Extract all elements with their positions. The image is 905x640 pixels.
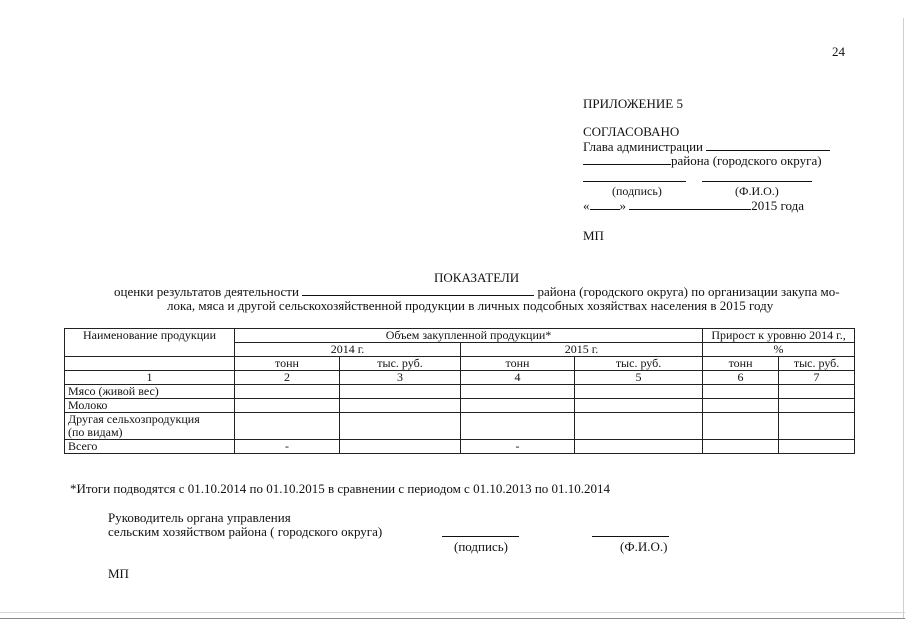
document-title: ПОКАЗАТЕЛИ [434, 270, 520, 285]
column-number-row [65, 371, 855, 385]
cell [779, 399, 855, 413]
district-line [583, 153, 822, 169]
head-of-admin-blank [706, 139, 830, 151]
cell: - [461, 440, 575, 454]
row-label-line1: Другая сельхозпродукция [68, 412, 200, 426]
approved-signature-caption: (подпись) [612, 184, 662, 198]
header-growth-percent: % [703, 343, 855, 357]
cell [340, 385, 461, 399]
row-label-line2: (по видам) [68, 425, 123, 439]
signoff-stamp: МП [108, 566, 129, 581]
page-edge [903, 18, 904, 618]
date-close-quote: » [619, 198, 626, 213]
heading-line-2: лока, мяса и другой сельскохозяйственной продукции в личных подсобных хозяйствах населения в 2015 году [167, 298, 774, 313]
approved-date-line [583, 198, 804, 214]
cell [340, 413, 461, 440]
cell [575, 440, 703, 454]
month-blank [629, 198, 751, 210]
cell [340, 440, 461, 454]
header-growth-tons: тонн [703, 357, 779, 371]
cell [461, 399, 575, 413]
header-2014-tons: тонн [235, 357, 340, 371]
cell [703, 399, 779, 413]
col-number: 7 [779, 371, 855, 385]
cell [461, 413, 575, 440]
table-row-other [65, 413, 855, 440]
col-number: 2 [235, 371, 340, 385]
year-label: 2015 года [751, 198, 805, 213]
signoff-line-1: Руководитель органа управления [108, 510, 291, 525]
cell [779, 413, 855, 440]
header-volume: Объем закупленной продукции* [235, 329, 703, 343]
footnote: *Итоги подводятся с 01.10.2014 по 01.10.2015 в сравнении с периодом с 01.10.2013 по 01.10.2014 [70, 481, 611, 496]
heading-line-1-start: оценки результатов деятельности [114, 284, 299, 299]
district-blank [583, 153, 671, 165]
cell [235, 399, 340, 413]
header-growth-line1: Прирост к уровню 2014 г., [711, 328, 846, 342]
cell [340, 399, 461, 413]
appendix-label: ПРИЛОЖЕНИЕ 5 [583, 96, 683, 111]
cell [575, 413, 703, 440]
cell [461, 385, 575, 399]
col-number: 5 [575, 371, 703, 385]
cell [575, 385, 703, 399]
date-open-quote: « [583, 198, 590, 213]
cell [779, 385, 855, 399]
header-year-2015: 2015 г. [461, 343, 703, 357]
header-2014-rub: тыс. руб. [340, 357, 461, 371]
header-product: Наименование продукции [65, 329, 235, 357]
header-blank [65, 357, 235, 371]
row-label: Мясо (живой вес) [65, 385, 235, 399]
cell [575, 399, 703, 413]
scan-line [0, 618, 905, 619]
head-of-admin-label: Глава администрации [583, 139, 704, 154]
approved-stamp: МП [583, 228, 604, 243]
heading-line-1-end: района (городского округа) по организации закупа мо- [537, 284, 840, 299]
signoff-fio-caption: (Ф.И.О.) [620, 539, 668, 554]
table-row-meat [65, 385, 855, 399]
signoff-line-2: сельским хозяйством района ( городского округа) [108, 524, 383, 539]
approved-signature-line [583, 181, 686, 182]
col-number: 1 [65, 371, 235, 385]
row-label: Молоко [65, 399, 235, 413]
scan-line-top [0, 612, 905, 613]
header-year-2014: 2014 г. [235, 343, 461, 357]
day-blank [590, 198, 620, 210]
cell [235, 385, 340, 399]
header-row-1 [65, 329, 855, 343]
district-name-blank [302, 284, 534, 296]
header-growth [703, 329, 855, 343]
signoff-signature-caption: (подпись) [454, 539, 508, 554]
cell: - [235, 440, 340, 454]
table-row-milk [65, 399, 855, 413]
signoff-fio-line [592, 536, 669, 537]
cell [235, 413, 340, 440]
header-2015-tons: тонн [461, 357, 575, 371]
header-growth-rub: тыс. руб. [779, 357, 855, 371]
row-label-other [65, 413, 235, 440]
district-label: района (городского округа) [671, 153, 822, 168]
signoff-signature-line [442, 536, 519, 537]
cell [703, 385, 779, 399]
cell [703, 440, 779, 454]
cell [779, 440, 855, 454]
cell [703, 413, 779, 440]
header-2015-rub: тыс. руб. [575, 357, 703, 371]
col-number: 6 [703, 371, 779, 385]
indicators-table [64, 328, 855, 454]
approved-fio-line [702, 181, 812, 182]
table-row-total [65, 440, 855, 454]
page-number: 24 [832, 44, 845, 59]
approved-fio-caption: (Ф.И.О.) [735, 184, 779, 198]
approved-title: СОГЛАСОВАНО [583, 124, 680, 139]
row-label: Всего [65, 440, 235, 454]
header-row-3 [65, 357, 855, 371]
col-number: 3 [340, 371, 461, 385]
col-number: 4 [461, 371, 575, 385]
